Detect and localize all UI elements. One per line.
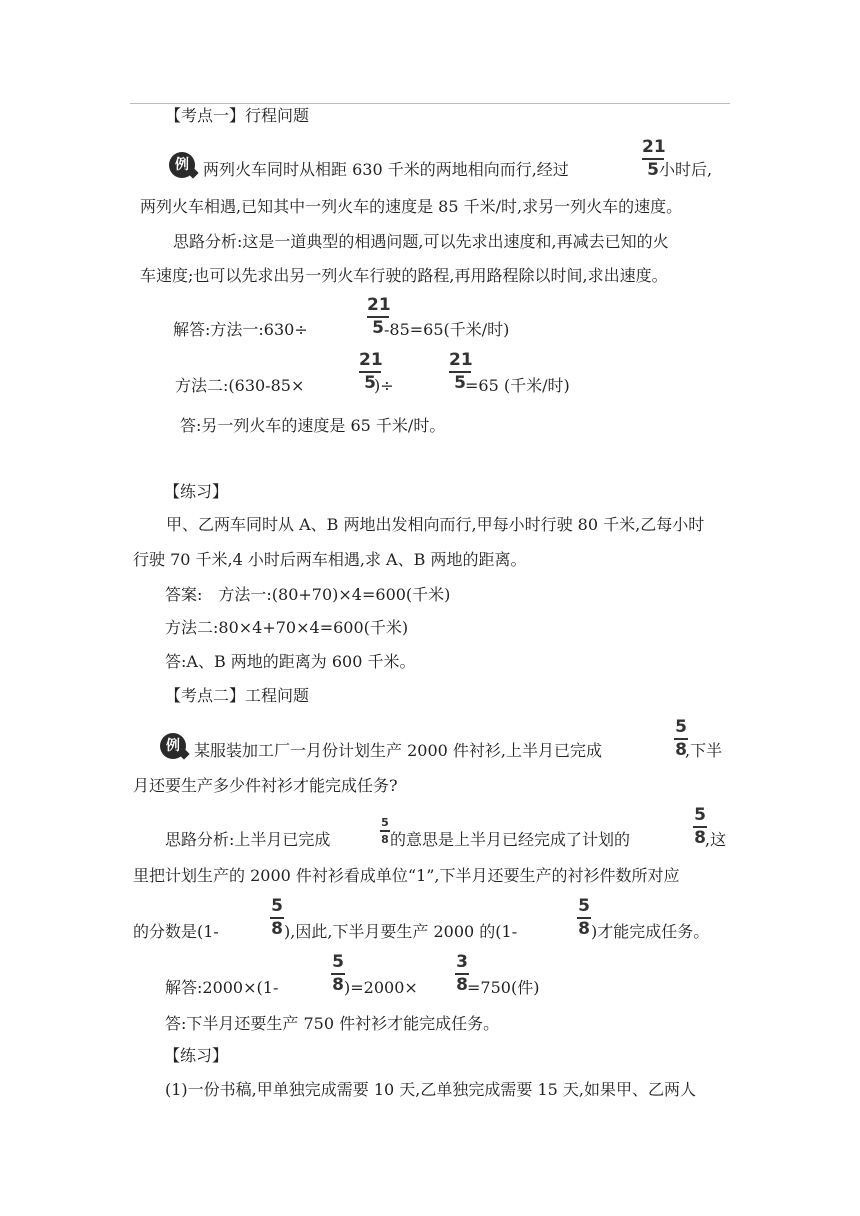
fraction-denominator: 8 [578, 918, 590, 939]
practice-heading: 【练习】 [164, 482, 229, 501]
analysis-text: 的分数是(1- [133, 922, 219, 941]
fraction-numerator: 5 [332, 952, 344, 972]
example-text: ,下半 [685, 741, 723, 760]
fraction-numerator: 5 [381, 816, 389, 829]
fraction-numerator: 21 [642, 137, 666, 157]
solution-text: =65 (千米/时) [465, 376, 570, 395]
example-text: 小时后, [659, 160, 713, 179]
fraction-numerator: 21 [367, 295, 391, 315]
fraction-denominator: 8 [456, 974, 468, 995]
solution-text: 解答:方法一:630÷ [173, 320, 308, 339]
analysis-text: ),因此,下半月要生产 2000 的(1- [284, 922, 518, 941]
analysis-text: 思路分析:这是一道典型的相遇问题,可以先求出速度和,再减去已知的火 [173, 232, 669, 251]
example-badge-icon: 例 [169, 152, 195, 178]
section-heading: 【考点一】行程问题 [165, 106, 310, 125]
fraction-numerator: 5 [271, 896, 283, 916]
example-text: 月还要生产多少件衬衫才能完成任务? [133, 776, 398, 795]
fraction-denominator: 5 [454, 372, 466, 393]
practice-answer: 方法二:80×4+70×4=600(千米) [165, 618, 409, 637]
analysis-text: 思路分析:上半月已完成 [165, 830, 331, 849]
fraction-denominator: 8 [332, 974, 344, 995]
fraction-denominator: 5 [647, 159, 659, 180]
fraction-denominator: 8 [675, 739, 687, 760]
analysis-text: ,这 [705, 830, 727, 849]
fraction [331, 954, 345, 994]
answer-text: 答:下半月还要生产 750 件衬衫才能完成任务。 [165, 1014, 500, 1033]
example-text: 两列火车相遇,已知其中一列火车的速度是 85 千米/时,求另一列火车的速度。 [140, 197, 683, 216]
fraction-bar [380, 830, 390, 832]
fraction-denominator: 5 [372, 317, 384, 338]
solution-text: -85=65(千米/时) [384, 320, 510, 339]
practice-heading: 【练习】 [164, 1046, 229, 1065]
practice-question: 行驶 70 千米,4 小时后两车相遇,求 A、B 两地的距离。 [133, 550, 527, 569]
analysis-text: )才能完成任务。 [591, 922, 710, 941]
fraction [380, 817, 390, 845]
solution-text: 方法二:(630-85× [175, 376, 305, 395]
fraction-denominator: 8 [694, 827, 706, 848]
fraction [577, 898, 591, 938]
example-text: 某服装加工厂一月份计划生产 2000 件衬衫,上半月已完成 [194, 741, 602, 760]
fraction [270, 898, 284, 938]
fraction-denominator: 8 [271, 918, 283, 939]
section-heading: 【考点二】工程问题 [165, 686, 310, 705]
practice-question: (1)一份书稿,甲单独完成需要 10 天,乙单独完成需要 15 天,如果甲、乙两人 [165, 1080, 696, 1099]
solution-text: )=2000× [344, 978, 418, 997]
fraction-numerator: 3 [456, 952, 468, 972]
solution-text: )÷ [374, 376, 394, 395]
answer-text: 答:另一列火车的速度是 65 千米/时。 [180, 416, 446, 435]
fraction-numerator: 21 [449, 350, 473, 370]
fraction-numerator: 21 [359, 350, 383, 370]
practice-answer: 答案: 方法一:(80+70)×4=600(千米) [165, 585, 451, 604]
practice-question: 甲、乙两车同时从 A、B 两地出发相向而行,甲每小时行驶 80 千米,乙每小时 [166, 515, 705, 534]
example-badge-icon: 例 [160, 733, 186, 759]
practice-answer: 答:A、B 两地的距离为 600 千米。 [165, 652, 416, 671]
solution-text: 解答:2000×(1- [165, 978, 279, 997]
header-rule [130, 103, 730, 104]
analysis-text: 里把计划生产的 2000 件衬衫看成单位“1”,下半月还要生产的衬衫件数所对应 [133, 866, 680, 885]
solution-text: =750(件) [467, 978, 540, 997]
analysis-text: 车速度;也可以先求出另一列火车行驶的路程,再用路程除以时间,求出速度。 [140, 266, 668, 285]
analysis-text: 的意思是上半月已经完成了计划的 [390, 830, 631, 849]
fraction-numerator: 5 [694, 805, 706, 825]
fraction-denominator: 5 [364, 372, 376, 393]
example-text: 两列火车同时从相距 630 千米的两地相向而行,经过 [203, 160, 569, 179]
fraction-numerator: 5 [675, 717, 687, 737]
fraction-denominator: 8 [381, 832, 389, 846]
fraction-numerator: 5 [578, 896, 590, 916]
